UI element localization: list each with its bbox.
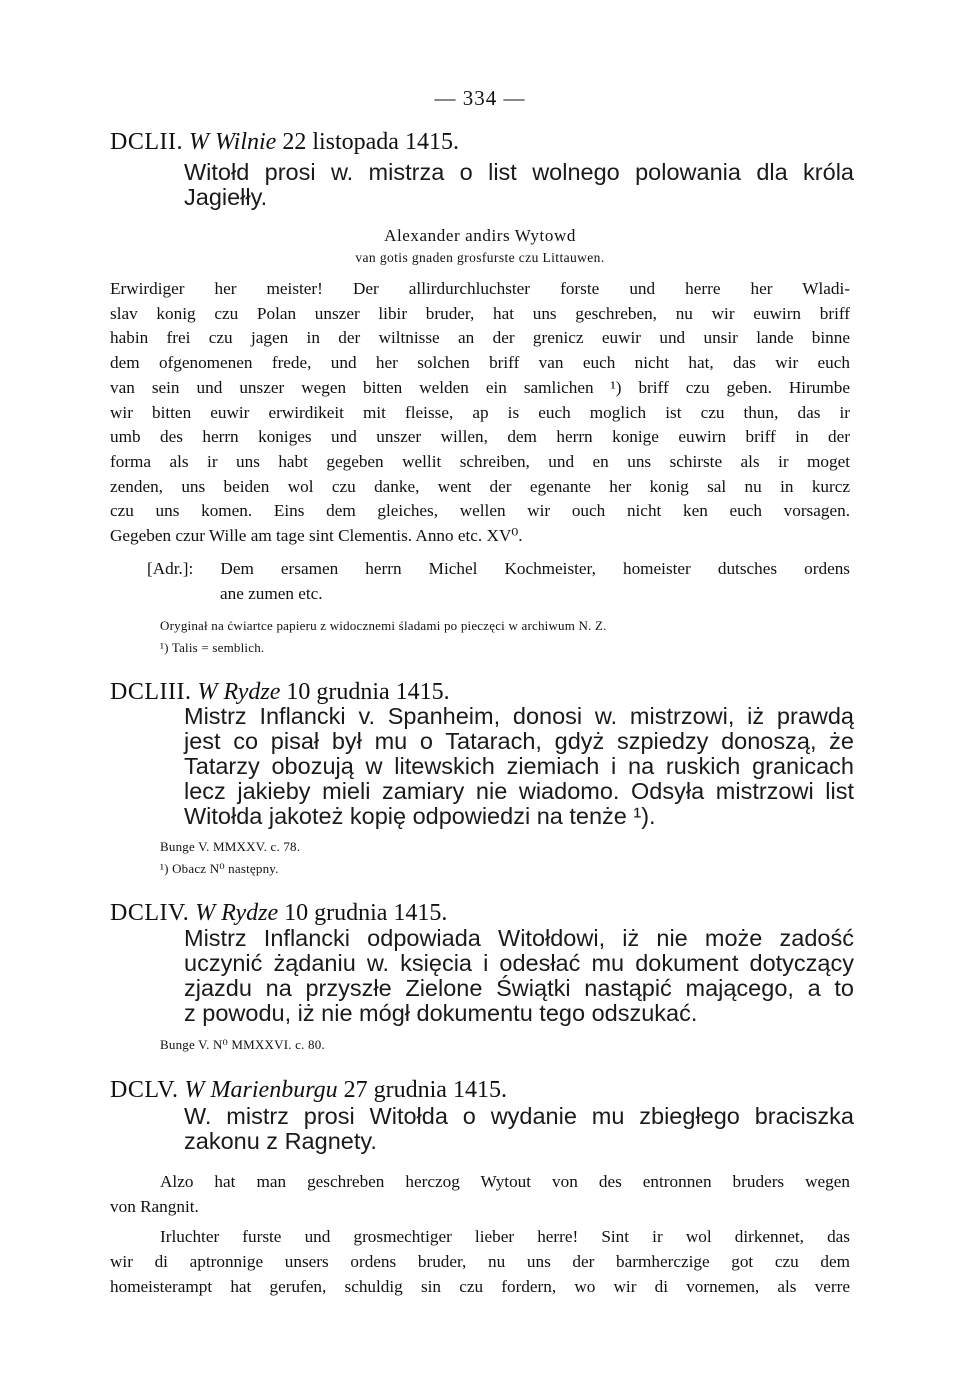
sender-block (0, 226, 960, 266)
document-number: DCLIII. (110, 679, 192, 705)
body-line: wir bitten euwir erwirdikeit mit fleisse, ap is euch moglich ist czu thun, das ir (110, 402, 850, 422)
body-line: czu uns komen. Eins dem gleiches, wellen wir ouch nicht ken euch vorsagen. (110, 501, 850, 521)
body-line: forma als ir uns habt gegeben wellit schreiben, und en uns schirste als ir moget (110, 451, 850, 471)
summary-line: Mistrz Inflancki odpowiada Witołdowi, iż nie może zadość (184, 925, 854, 951)
body-line: von Rangnit. (110, 1196, 199, 1216)
body-line: wir di aptronnige unsers ordens bruder, nu uns der barmherczige got czu dem (110, 1252, 850, 1272)
document-body-652 (110, 277, 850, 549)
body-line: umb des herrn koniges und unszer willen, dem herrn konige euwirn briff in der (110, 427, 850, 447)
sender-title: van gotis gnaden grosfurste czu Littauwen. (355, 250, 605, 265)
body-line: Alzo hat man geschreben herczog Wytout von des entronnen bruders wegen (160, 1172, 850, 1191)
footnotes-654 (160, 1034, 860, 1056)
summary-line: Jagiełły. (184, 184, 268, 210)
document-number: DCLIV. (110, 900, 190, 926)
source-note: Bunge V. MMXXV. c. 78. (160, 839, 301, 854)
footnote: ¹) Obacz N⁰ następny. (160, 861, 279, 876)
body-line: zenden, uns beiden wol czu danke, went der egenante her konig sal nu in kurcz (110, 476, 850, 496)
document-summary-654 (184, 926, 854, 1026)
document-body-655 (110, 1170, 850, 1300)
address-line: [Adr.]: Dem ersamen herrn Michel Kochmeister, homeister dutsches ordens (147, 559, 850, 578)
document-date: 10 grudnia 1415. (280, 679, 450, 705)
summary-line: zakonu z Ragnety. (184, 1128, 377, 1154)
source-note: Oryginał na ćwiartce papieru z widocznemi śladami po pieczęci w archiwum N. Z. (160, 618, 607, 633)
document-heading-655 (110, 1075, 850, 1105)
body-line: Irluchter furste und grosmechtiger lieber herre! Sint ir wol dirkennet, das (160, 1227, 850, 1247)
summary-line: Mistrz Inflancki v. Spanheim, donosi w. mistrzowi, iż prawdą (184, 703, 854, 729)
footnotes-652 (160, 615, 860, 659)
document-date: 27 grudnia 1415. (337, 1077, 507, 1103)
footnotes-653 (160, 836, 860, 880)
body-line: Erwirdiger her meister! Der allirdurchluchster forste und herre her Wladi- (110, 279, 850, 298)
document-number: DCLV. (110, 1077, 179, 1103)
document-heading-652 (110, 127, 850, 157)
body-line: Gegeben czur Wille am tage sint Clementis. Anno etc. XV⁰. (110, 526, 523, 546)
summary-line: jest co pisał był mu o Tatarach, gdyż szpiedzy donoszą, że (184, 728, 854, 754)
document-place: W Marienburgu (184, 1077, 338, 1103)
document-place: W Rydze (195, 900, 279, 926)
document-summary-655 (184, 1104, 854, 1154)
summary-line: Tatarzy obozują w litewskich ziemiach i na ruskich granicach (184, 753, 854, 779)
summary-line: z powodu, iż nie mógł dokumentu tego odszukać. (184, 1000, 698, 1026)
body-line: homeisterampt hat gerufen, schuldig sin czu fordern, wo wir di vornemen, als verre (110, 1276, 850, 1296)
document-place: W Wilnie (188, 129, 277, 155)
body-line: van sein und unszer wegen bitten welden ein samlichen ¹) briff czu geben. Hirumbe (110, 377, 850, 397)
body-line: habin frei czu jagen in der wiltnisse an der grenicz euwir und unsir lande binne (110, 328, 850, 348)
body-line: slav konig czu Polan unszer libir bruder, hat uns geschreben, nu wir euwirn briff (110, 303, 850, 323)
body-line: dem ofgenomenen frede, und her solchen briff van euch nicht hat, das wir euch (110, 353, 850, 373)
document-place: W Rydze (197, 679, 281, 705)
document-date: 22 listopada 1415. (276, 129, 459, 155)
footnote: ¹) Talis = semblich. (160, 640, 265, 655)
address-block (110, 557, 850, 606)
summary-line: W. mistrz prosi Witołda o wydanie mu zbiegłego braciszka (184, 1103, 854, 1129)
document-heading-654 (110, 898, 850, 928)
summary-line: uczynić żądaniu w. księcia i odesłać mu dokument dotyczący (184, 950, 854, 976)
summary-line: zjazdu na przyszłe Zielone Świątki nastąpić mającego, a to (184, 975, 854, 1001)
sender-name: Alexander andirs Wytowd (384, 226, 576, 245)
summary-line: Witołd prosi w. mistrza o list wolnego polowania dla króla (184, 159, 854, 185)
document-date: 10 grudnia 1415. (278, 900, 448, 926)
source-note: Bunge V. N⁰ MMXXVI. c. 80. (160, 1037, 325, 1052)
document-summary-652 (184, 160, 854, 210)
summary-line: Witołda jakoteż kopię odpowiedzi na tenże ¹). (184, 803, 656, 829)
page-number: — 334 — (434, 86, 526, 110)
address-line: ane zumen etc. (220, 583, 323, 603)
document-summary-653 (184, 704, 854, 829)
summary-line: lecz jakieby mieli zamiary nie wiadomo. Odsyła mistrzowi list (184, 778, 854, 804)
document-number: DCLII. (110, 129, 183, 155)
